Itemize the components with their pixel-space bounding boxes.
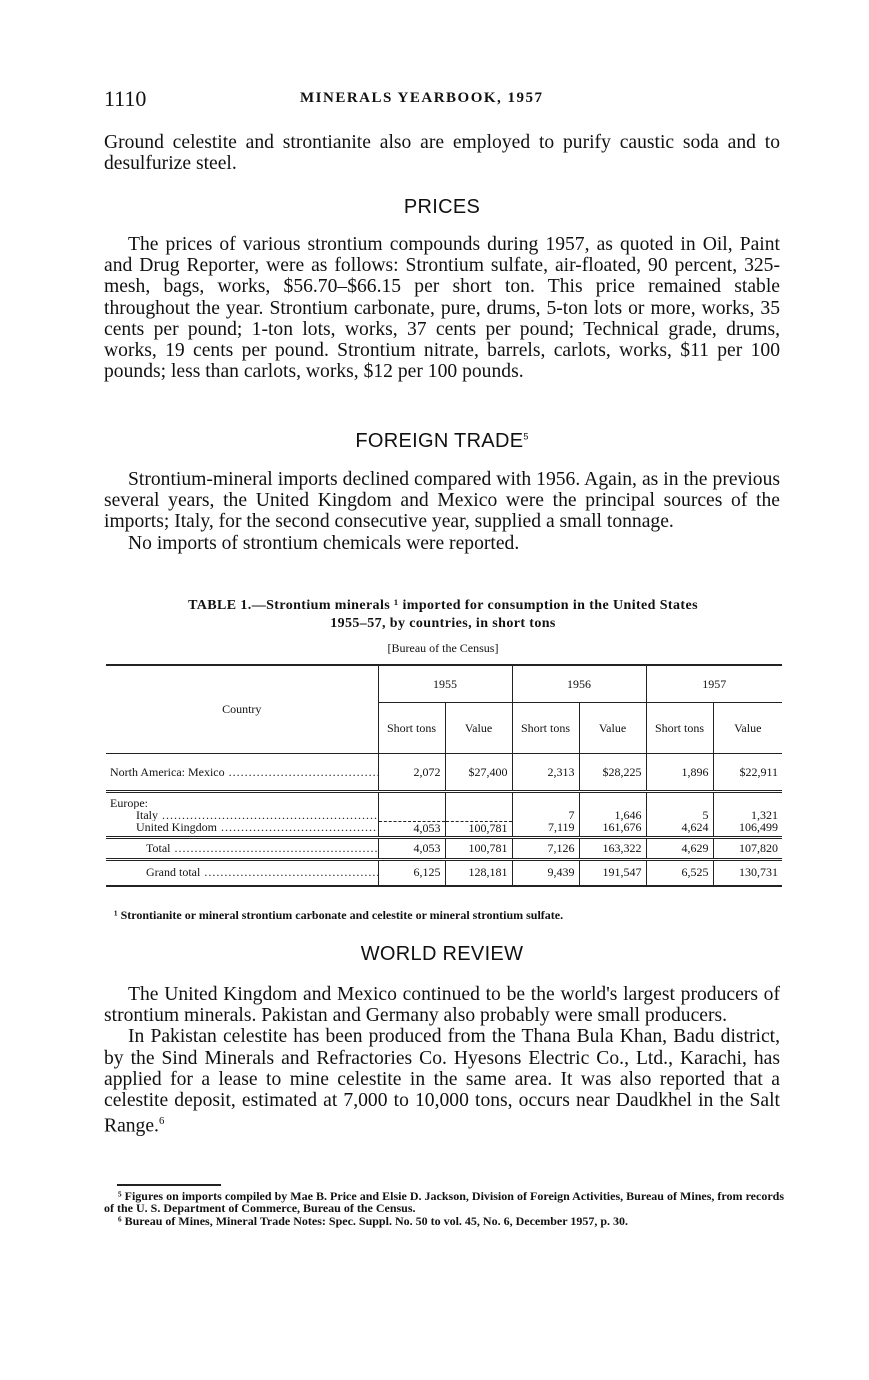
prices-paragraph: The prices of various strontium compounds during 1957, as quoted in Oil, Paint and Drug Reporter, were as follows: Strontium sulfate, air-floated, 90 percent, 325-mesh, bags, works, $56.70–$66.15 per short ton. This price remained stable throughout the year. Strontium carbonate, pure, drums, 5-ton lots or more, works, 35 cents per pound; 1-ton lots, works, 37 cents per pound; Technical grade, drums, works, 19 cents per pound. Strontium nitrate, barrels, carlots, works, $11 per 100 pounds; less than carlots, works, $12 per 100 pounds. — [104, 234, 780, 383]
cell — [378, 809, 445, 821]
world-review-heading: WORLD REVIEW — [360, 943, 524, 965]
cell: 9,439 — [512, 859, 579, 885]
footnote-6: ⁶ Bureau of Mines, Mineral Trade Notes: Spec. Suppl. No. 50 to vol. 45, No. 6, December 1957, p. 30. — [118, 1213, 629, 1228]
intro-section — [104, 132, 780, 174]
cell: 4,053 — [378, 837, 445, 859]
cell: 107,820 — [713, 837, 782, 859]
subheader-value: Value — [713, 703, 782, 754]
cell: 100,781 — [445, 821, 512, 837]
world-review-section — [104, 984, 780, 1137]
world-review-footnote-ref: 6 — [158, 1115, 165, 1128]
row-label: Total ..... — [106, 837, 378, 859]
cell: $27,400 — [445, 754, 512, 792]
table-title-line-2: 1955–57, by countries, in short tons — [330, 616, 556, 631]
intro-paragraph: Ground celestite and strontianite also are employed to purify caustic soda and to desulfurize steel. — [104, 132, 780, 175]
cell: 7,119 — [512, 821, 579, 837]
cell: $22,911 — [713, 754, 782, 792]
cell: 2,072 — [378, 754, 445, 792]
cell: 5 — [646, 809, 713, 821]
cell: 4,053 — [378, 821, 445, 837]
table-row-total — [106, 837, 782, 859]
running-head — [104, 86, 784, 116]
cell: 128,181 — [445, 859, 512, 885]
row-label: United Kingdom ..... — [106, 821, 378, 837]
cell: 100,781 — [445, 837, 512, 859]
cell: 191,547 — [579, 859, 646, 885]
table-title-line-1: TABLE 1.—Strontium minerals ¹ imported for consumption in the United States — [188, 598, 698, 613]
subheader-short-tons: Short tons — [646, 703, 713, 754]
world-review-paragraph-2-wrap — [104, 1026, 780, 1137]
table-title — [104, 597, 782, 633]
cell: 4,629 — [646, 837, 713, 859]
subheader-short-tons: Short tons — [378, 703, 445, 754]
footnotes — [104, 1190, 784, 1227]
table-row-united-kingdom — [106, 821, 782, 837]
footnote-5: ⁵ Figures on imports compiled by Mae B. Price and Elsie D. Jackson, Division of Foreign Activities, Bureau of Mines, from records of the U. S. Department of Commerce, Bureau of the Census. — [104, 1189, 784, 1216]
cell: 6,525 — [646, 859, 713, 885]
world-review-paragraph-1: The United Kingdom and Mexico continued to be the world's largest producers of strontium minerals. Pakistan and Germany also probably were small producers. — [104, 984, 780, 1027]
subheader-value: Value — [445, 703, 512, 754]
cell: 1,646 — [579, 809, 646, 821]
table-row-mexico — [106, 754, 782, 792]
footnote-rule — [117, 1184, 221, 1186]
cell: 4,624 — [646, 821, 713, 837]
cell: 7 — [512, 809, 579, 821]
cell: 130,731 — [713, 859, 782, 885]
foreign-trade-paragraph-1: Strontium-mineral imports declined compared with 1956. Again, as in the previous several years, the United Kingdom and Mexico were the principal sources of the imports; Italy, for the second consecutive year, supplied a small tonnage. — [104, 469, 780, 533]
imports-table-wrapper — [106, 664, 782, 887]
cell: 163,322 — [579, 837, 646, 859]
table-footnote: ¹ Strontianite or mineral strontium carbonate and celestite or mineral strontium sulfate. — [114, 908, 564, 922]
foreign-trade-paragraph-2: No imports of strontium chemicals were reported. — [128, 532, 520, 554]
subheader-short-tons: Short tons — [512, 703, 579, 754]
imports-table — [106, 666, 782, 885]
year-header-1955: 1955 — [378, 666, 512, 703]
foreign-trade-section — [104, 469, 780, 554]
cell: 1,896 — [646, 754, 713, 792]
cell: $28,225 — [579, 754, 646, 792]
cell: 6,125 — [378, 859, 445, 885]
foreign-trade-footnote-ref: 5 — [523, 431, 529, 442]
country-header: Country — [106, 666, 378, 754]
cell: 161,676 — [579, 821, 646, 837]
cell: 106,499 — [713, 821, 782, 837]
foreign-trade-heading-text: FOREIGN TRADE — [355, 430, 524, 452]
row-label: Europe: — [106, 792, 378, 810]
year-header-1957: 1957 — [646, 666, 782, 703]
running-title: MINERALS YEARBOOK, 1957 — [300, 90, 544, 106]
prices-section — [104, 234, 780, 382]
foreign-trade-heading — [104, 430, 780, 453]
table-row-grand-total — [106, 859, 782, 885]
cell: 7,126 — [512, 837, 579, 859]
row-label: Grand total ..... — [106, 859, 378, 885]
subheader-value: Value — [579, 703, 646, 754]
page-number: 1110 — [104, 86, 147, 111]
prices-heading: PRICES — [403, 196, 481, 218]
cell — [445, 809, 512, 821]
year-header-1956: 1956 — [512, 666, 646, 703]
row-label: North America: Mexico ..... — [106, 754, 378, 792]
world-review-paragraph-2: In Pakistan celestite has been produced from the Thana Bula Khan, Badu district, by the Sind Minerals and Refractories Co. Hyesons Electric Co., Ltd., Karachi, has applied for a lease to mine celestite in the same area. It was also reported that a celestite deposit, estimated at 7,000 to 10,000 tons, occurs near Daudkhel in the Salt Range. — [104, 1026, 780, 1137]
cell: 2,313 — [512, 754, 579, 792]
table-row-italy — [106, 809, 782, 821]
cell: 1,321 — [713, 809, 782, 821]
table-row-europe — [106, 792, 782, 810]
row-label: Italy ..... — [106, 809, 378, 821]
table-source: [Bureau of the Census] — [387, 641, 499, 655]
